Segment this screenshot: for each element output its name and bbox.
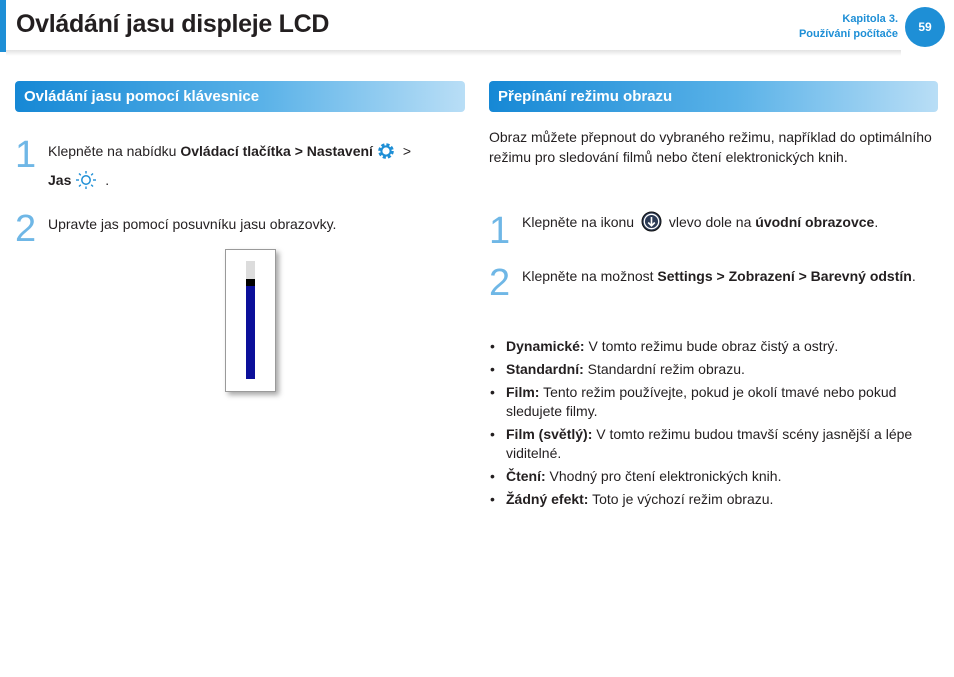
- list-item: • Standardní: Standardní režim obrazu.: [489, 360, 939, 379]
- step-2-text: Upravte jas pomocí posuvníku jasu obrazovky.: [48, 216, 337, 232]
- sun-icon: [73, 170, 99, 190]
- page-title: Ovládání jasu displeje LCD: [16, 10, 330, 38]
- brightness-slider-fill: [246, 286, 255, 379]
- menu-item-brightness: Jas: [48, 172, 72, 188]
- list-item: • Film (světlý): V tomto režimu budou tmavší scény jasnější a lépe viditelné.: [489, 425, 939, 463]
- chapter-name: Používání počítače: [798, 28, 898, 40]
- step-2-text: Klepněte na možnost Settings > Zobrazení > Barevný odstín.: [522, 268, 916, 284]
- settings-path: Settings > Zobrazení > Barevný odstín: [657, 268, 912, 284]
- header-divider: [6, 50, 901, 56]
- list-item: • Žádný efekt: Toto je výchozí režim obrazu.: [489, 490, 939, 509]
- step-1-text: Klepněte na ikonu vlevo dole na úvodní obrazovce.: [522, 211, 942, 233]
- step-number: 1: [489, 210, 511, 252]
- header-accent-bar: [0, 0, 6, 52]
- list-item: • Čtení: Vhodný pro čtení elektronických knih.: [489, 467, 939, 486]
- brightness-slider-thumb[interactable]: [246, 279, 255, 286]
- brightness-slider-panel: [225, 249, 276, 392]
- section-header-keyboard-brightness: Ovládání jasu pomocí klávesnice: [15, 81, 465, 112]
- down-arrow-circle-icon: [641, 211, 662, 232]
- intro-paragraph: Obraz můžete přepnout do vybraného režimu, například do optimálního režimu pro sledování filmů nebo čtení elektronických knih.: [489, 129, 932, 165]
- start-screen-label: úvodní obrazovce: [755, 214, 875, 230]
- chapter-label: [799, 12, 898, 42]
- chapter-number: Kapitola 3.: [842, 13, 898, 25]
- menu-path-settings: Ovládací tlačítka > Nastavení: [180, 143, 373, 159]
- list-item: • Film: Tento režim používejte, pokud je okolí tmavé nebo pokud sledujete filmy.: [489, 383, 939, 421]
- display-mode-list: [489, 337, 939, 513]
- step-number: 2: [489, 262, 511, 304]
- page-number-badge: 59: [905, 7, 945, 47]
- gear-icon: [376, 141, 396, 161]
- step-1-text: Klepněte na nabídku Ovládací tlačítka > Nastavení > Jas .: [48, 143, 412, 188]
- section-header-display-mode: Přepínání režimu obrazu: [489, 81, 938, 112]
- step-number: 2: [15, 208, 37, 250]
- step-number: 1: [15, 134, 37, 176]
- list-item: • Dynamické: V tomto režimu bude obraz čistý a ostrý.: [489, 337, 939, 356]
